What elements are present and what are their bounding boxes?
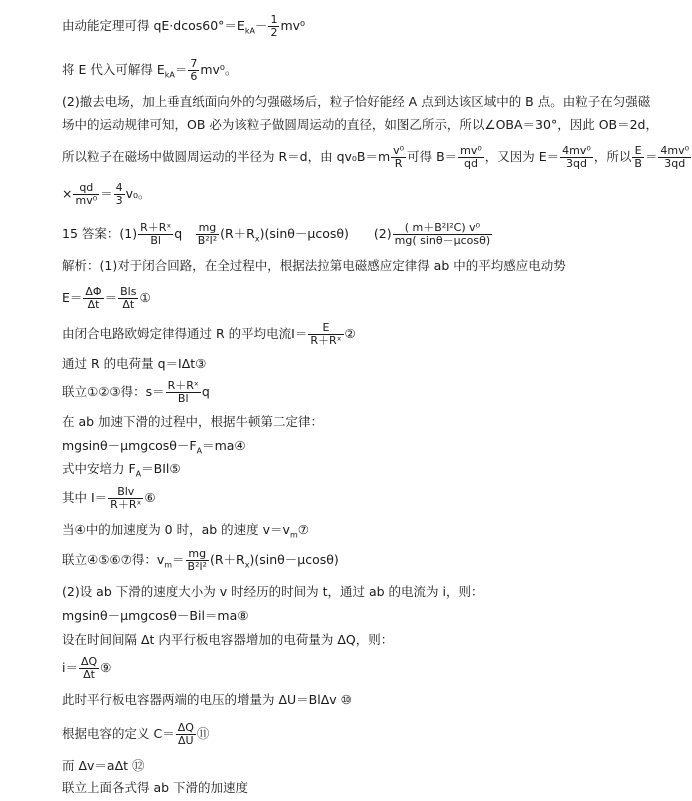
numerator: ΔΦ bbox=[85, 285, 102, 298]
text-line bbox=[62, 414, 323, 430]
denominator: qd bbox=[463, 157, 478, 170]
fraction bbox=[186, 548, 209, 573]
line-text: ，所以 bbox=[593, 149, 632, 164]
denominator: 3qd bbox=[664, 157, 686, 170]
numerator: 4 bbox=[115, 181, 123, 194]
numerator: R＋Rˣ bbox=[167, 379, 199, 392]
fraction bbox=[166, 380, 201, 405]
numerator: ( m＋B²l²C) v⁰ bbox=[393, 222, 493, 235]
denominator: 3 bbox=[115, 194, 123, 207]
fraction bbox=[393, 222, 493, 247]
text-line bbox=[62, 182, 151, 207]
text-line bbox=[62, 145, 692, 170]
numerator: E bbox=[308, 322, 343, 335]
fraction bbox=[79, 656, 99, 681]
text-line bbox=[62, 780, 248, 796]
text-line bbox=[62, 94, 650, 110]
line-text: 所以粒子在磁场中做圆周运动的半径为 R＝d，由 qv₀B＝m bbox=[62, 149, 391, 164]
line-text: q bbox=[174, 226, 195, 241]
numerator: Blv bbox=[108, 486, 143, 499]
line-text: 根据电容的定义 C＝ bbox=[62, 726, 175, 741]
text-line bbox=[62, 461, 181, 483]
line-text: 设在时间间隔 Δt 内平行板电容器增加的电荷量为 ΔQ，则： bbox=[62, 632, 394, 647]
fraction bbox=[114, 182, 125, 207]
text-line bbox=[62, 722, 209, 747]
text-line bbox=[62, 356, 206, 372]
fraction bbox=[268, 14, 279, 39]
denominator: mg( sinθ－μcosθ) bbox=[394, 234, 491, 247]
numerator: ΔQ bbox=[80, 655, 98, 668]
fraction bbox=[308, 322, 343, 347]
line-text: ＝ bbox=[100, 186, 113, 201]
numerator: mg bbox=[186, 548, 209, 561]
fraction bbox=[176, 722, 196, 747]
text-line bbox=[62, 608, 248, 624]
text-line bbox=[62, 486, 156, 511]
numerator: mg bbox=[196, 222, 219, 235]
line-text: mgsinθ－μmgcosθ－Bil＝ma⑧ bbox=[62, 608, 249, 623]
line-text: 在 ab 加速下滑的过程中，根据牛顿第二定律： bbox=[62, 414, 324, 429]
denominator: R＋Rˣ bbox=[110, 498, 142, 511]
line-text: ＝ma④ bbox=[202, 438, 246, 453]
denominator: Bl bbox=[177, 392, 189, 405]
line-text: E＝ bbox=[62, 290, 83, 305]
line-text: 通过 R 的电荷量 q＝IΔt③ bbox=[62, 356, 207, 371]
line-text: ＝ bbox=[104, 290, 118, 305]
subscript: m bbox=[289, 530, 298, 540]
denominator: R bbox=[394, 157, 403, 170]
text-line bbox=[62, 58, 237, 84]
text-line bbox=[62, 522, 309, 544]
text-line bbox=[62, 758, 145, 774]
line-text: 联立上面各式得 ab 下滑的加速度 bbox=[62, 780, 249, 795]
subscript: kA bbox=[244, 26, 255, 36]
line-text: )(sinθ－μcosθ) (2) bbox=[259, 226, 392, 241]
line-text: ② bbox=[344, 326, 356, 341]
text-line bbox=[62, 14, 305, 40]
line-text: 式中安培力 F bbox=[62, 461, 136, 476]
line-text: ⑥ bbox=[144, 490, 156, 505]
fraction bbox=[632, 145, 644, 170]
numerator: 1 bbox=[270, 13, 278, 26]
line-text: 将 E 代入可解得 E bbox=[62, 62, 165, 77]
subscript: x bbox=[244, 560, 250, 570]
text-line bbox=[62, 656, 111, 681]
fraction bbox=[118, 286, 138, 311]
subscript: m bbox=[164, 560, 173, 570]
line-text: 由动能定理可得 qE·dcos60°＝E bbox=[62, 18, 245, 33]
line-text: ＝ bbox=[174, 62, 188, 77]
subscript: x bbox=[254, 234, 260, 244]
text-line bbox=[62, 322, 356, 347]
numerator: v⁰ bbox=[393, 144, 405, 157]
denominator: B bbox=[634, 157, 642, 170]
text-line bbox=[62, 286, 151, 311]
text-line bbox=[62, 258, 566, 274]
line-text: mv⁰。 bbox=[200, 62, 238, 77]
text-line bbox=[62, 548, 339, 574]
fraction bbox=[138, 222, 173, 247]
fraction bbox=[196, 222, 219, 247]
numerator: qd bbox=[73, 182, 99, 195]
denominator: mv⁰ bbox=[75, 194, 98, 207]
line-text: 场中的运动规律可知，OB 必为该粒子做圆周运动的直径，如图乙所示，所以∠OBA＝30°，因此 OB＝2d， bbox=[62, 117, 658, 132]
numerator: 7 bbox=[190, 57, 198, 70]
text-line bbox=[62, 632, 393, 648]
text-line bbox=[62, 584, 483, 600]
fraction bbox=[658, 145, 691, 170]
denominator: Δt bbox=[122, 298, 135, 311]
denominator: B²l² bbox=[187, 560, 207, 573]
denominator: B²l² bbox=[197, 234, 218, 247]
line-text: ⑪ bbox=[196, 726, 210, 741]
line-text: v₀。 bbox=[125, 186, 151, 201]
line-text: ⑦ bbox=[297, 522, 309, 537]
line-text: ，又因为 E＝ bbox=[484, 149, 560, 164]
denominator: Δt bbox=[87, 298, 100, 311]
numerator: 4mv⁰ bbox=[562, 144, 591, 157]
line-text: q bbox=[201, 384, 210, 399]
line-text: ① bbox=[139, 290, 151, 305]
numerator: R＋Rˣ bbox=[140, 221, 172, 234]
numerator: 4mv⁰ bbox=[660, 144, 690, 157]
line-text: 联立①②③得：s＝ bbox=[62, 384, 165, 399]
denominator: Bl bbox=[150, 234, 161, 247]
line-text: (2)撤去电场，加上垂直纸面向外的匀强磁场后，粒子恰好能经 A 点到达该区域中的 B 点。由粒子在匀强磁 bbox=[62, 94, 651, 109]
line-text: ⑨ bbox=[100, 660, 112, 675]
denominator: ΔU bbox=[178, 734, 194, 747]
fraction bbox=[108, 486, 143, 511]
denominator: Δt bbox=[83, 668, 95, 681]
fraction bbox=[83, 286, 103, 311]
line-text: 解析：(1)对于闭合回路，在全过程中，根据法拉第电磁感应定律得 ab 中的平均感应电动势 bbox=[62, 258, 566, 273]
numerator: E bbox=[632, 145, 644, 158]
text-line bbox=[62, 380, 210, 405]
text-line bbox=[62, 117, 658, 133]
line-text: 15 答案：(1) bbox=[62, 226, 138, 241]
line-text: i＝ bbox=[62, 660, 78, 675]
line-text: ＝BIl⑤ bbox=[141, 461, 181, 476]
line-text: mgsinθ－μmgcosθ－F bbox=[62, 438, 197, 453]
line-text: － bbox=[254, 18, 268, 33]
denominator: R＋Rˣ bbox=[310, 334, 342, 347]
denominator: 3qd bbox=[566, 157, 587, 170]
subscript: A bbox=[135, 469, 142, 479]
subscript: A bbox=[196, 446, 203, 456]
line-text: 可得 B＝ bbox=[407, 149, 458, 164]
fraction bbox=[188, 58, 199, 83]
numerator: ΔQ bbox=[177, 721, 194, 734]
line-text: )(sinθ－μcosθ) bbox=[249, 552, 339, 567]
text-line bbox=[62, 222, 493, 248]
text-line bbox=[62, 692, 352, 708]
line-text: 当④中的加速度为 0 时，ab 的速度 v＝v bbox=[62, 522, 290, 537]
line-text: ＝ bbox=[644, 149, 658, 164]
numerator: Bls bbox=[120, 285, 137, 298]
denominator: 6 bbox=[190, 70, 198, 83]
line-text: 而 Δv＝aΔt ⑫ bbox=[62, 758, 145, 773]
line-text: 此时平行板电容器两端的电压的增量为 ΔU＝BlΔv ⑩ bbox=[62, 692, 352, 707]
fraction bbox=[458, 145, 484, 170]
line-text: mv⁰ bbox=[280, 18, 306, 33]
line-text: ＝ bbox=[172, 552, 185, 567]
line-text: × bbox=[62, 186, 73, 201]
line-text: 由闭合电路欧姆定律得通过 R 的平均电流I＝ bbox=[62, 326, 308, 341]
line-text: (R＋R bbox=[220, 226, 255, 241]
line-text: (2)设 ab 下滑的速度大小为 v 时经历的时间为 t，通过 ab 的电流为 i，则： bbox=[62, 584, 484, 599]
line-text: (R＋R bbox=[209, 552, 245, 567]
text-line bbox=[62, 438, 246, 460]
line-text: 联立④⑤⑥⑦得：v bbox=[62, 552, 165, 567]
fraction bbox=[560, 145, 593, 170]
fraction bbox=[391, 145, 406, 170]
numerator: mv⁰ bbox=[460, 144, 482, 157]
line-text: 其中 I＝ bbox=[62, 490, 108, 505]
subscript: kA bbox=[164, 70, 175, 80]
fraction bbox=[73, 182, 99, 207]
denominator: 2 bbox=[270, 26, 278, 39]
